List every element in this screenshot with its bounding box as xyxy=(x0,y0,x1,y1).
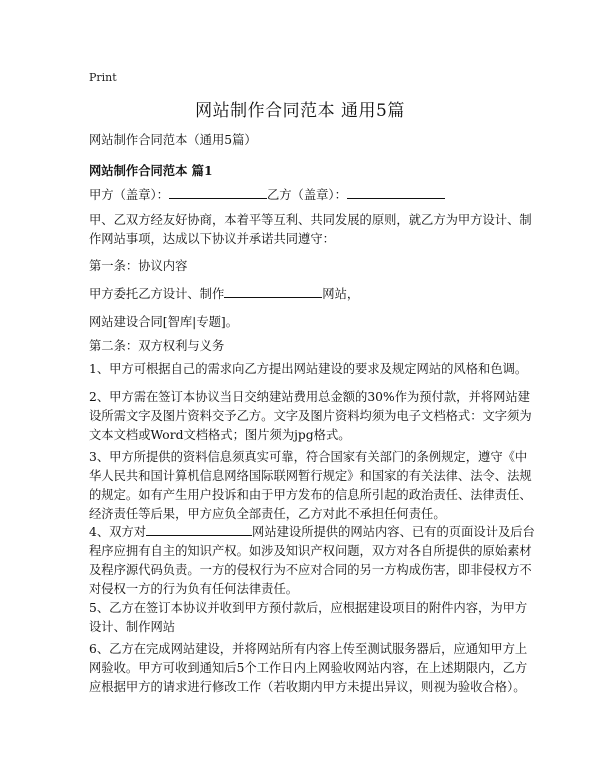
print-link[interactable]: Print xyxy=(89,71,117,84)
item-6-line-3: 应根据甲方的请求进行修改工作（若收期内甲方未提出异议，则视为验收合格）。 xyxy=(89,680,526,694)
item-4-line-4: 对侵权一方的行为负有任何法律责任。 xyxy=(89,582,299,596)
signature-line xyxy=(89,185,529,206)
item-3-line-1: 3、甲方所提供的资料信息须真实可靠，符合国家有关部门的条例规定，遵守《中 xyxy=(89,450,528,464)
item-4-line-1 xyxy=(89,522,535,543)
intro-line-2: 作网站事项，达成以下协议并承诺共同遵守： xyxy=(89,232,335,246)
intro-line-1: 甲、乙双方经友好协商，本着平等互利、共同发展的原则，就乙方为甲方设计、制 xyxy=(89,213,532,227)
clause1-line-post: 网站， xyxy=(322,287,360,301)
item-2-line-3: 文本文档或Word文档格式；图片须为jpg格式。 xyxy=(89,428,351,442)
document-subtitle: 网站制作合同范本（通用5篇） xyxy=(89,133,257,147)
clause1-line-2: 网站建设合同[智库|专题]。 xyxy=(89,315,239,329)
document-title: 网站制作合同范本 通用5篇 xyxy=(195,101,405,121)
item-6-line-1: 6、乙方在完成网站建设，并将网站所有内容上传至测试服务器后，应通知甲方上 xyxy=(89,642,528,656)
item-3-line-2: 华人民共和国计算机信息网络国际联网暂行规定》和国家的有关法律、法令、法规 xyxy=(89,469,532,483)
item-2-line-1: 2、甲方需在签订本协议当日交纳建站费用总金额的30%作为预付款，并将网站建 xyxy=(89,390,530,404)
item-5-line-2: 设计、制作网站 xyxy=(89,620,176,634)
clause1-line xyxy=(89,284,529,305)
website-name-blank xyxy=(224,285,322,298)
section-heading: 网站制作合同范本 篇1 xyxy=(89,163,213,178)
item-5-line-1: 5、乙方在签订本协议并收到甲方预付款后，应根据建设项目的附件内容，为甲方 xyxy=(89,601,528,615)
party-a-label: 甲方（盖章）： xyxy=(89,188,169,202)
item-4-pre: 4、双方对 xyxy=(89,525,147,539)
party-b-blank xyxy=(347,186,445,199)
item-4-blank xyxy=(146,523,252,536)
party-a-blank xyxy=(169,186,267,199)
clause1-title: 第一条：协议内容 xyxy=(89,259,188,273)
item-1: 1、甲方可根据自己的需求向乙方提出网站建设的要求及规定网站的风格和色调。 xyxy=(89,362,528,376)
item-3-line-4: 经济责任等后果，甲方应负全部责任，乙方对此不承担任何责任。 xyxy=(89,507,446,521)
item-3-line-3: 的规定。如有产生用户投诉和由于甲方发布的信息所引起的政治责任、法律责任、 xyxy=(89,488,532,502)
clause1-line-pre: 甲方委托乙方设计、制作 xyxy=(89,287,225,301)
clause2-title: 第二条：双方权利与义务 xyxy=(89,339,225,353)
item-6-line-2: 网验收。甲方可收到通知后5个工作日内上网验收网站内容，在上述期限内，乙方 xyxy=(89,661,528,675)
item-2-line-2: 设所需文字及图片资料交予乙方。文字及图片资料均须为电子文档格式：文字须为 xyxy=(89,409,532,423)
party-b-label: 乙方（盖章）： xyxy=(266,188,347,202)
item-4-post: 网站建设所提供的网站内容、已有的页面设计及后台 xyxy=(252,525,535,539)
item-4-line-2: 程序应拥有自主的知识产权。如涉及知识产权问题，双方对各自所提供的原始素材 xyxy=(89,544,532,558)
item-4-line-3: 及程序源代码负责。一方的侵权行为不应对合同的另一方构成伤害，即非侵权方不 xyxy=(89,563,532,577)
